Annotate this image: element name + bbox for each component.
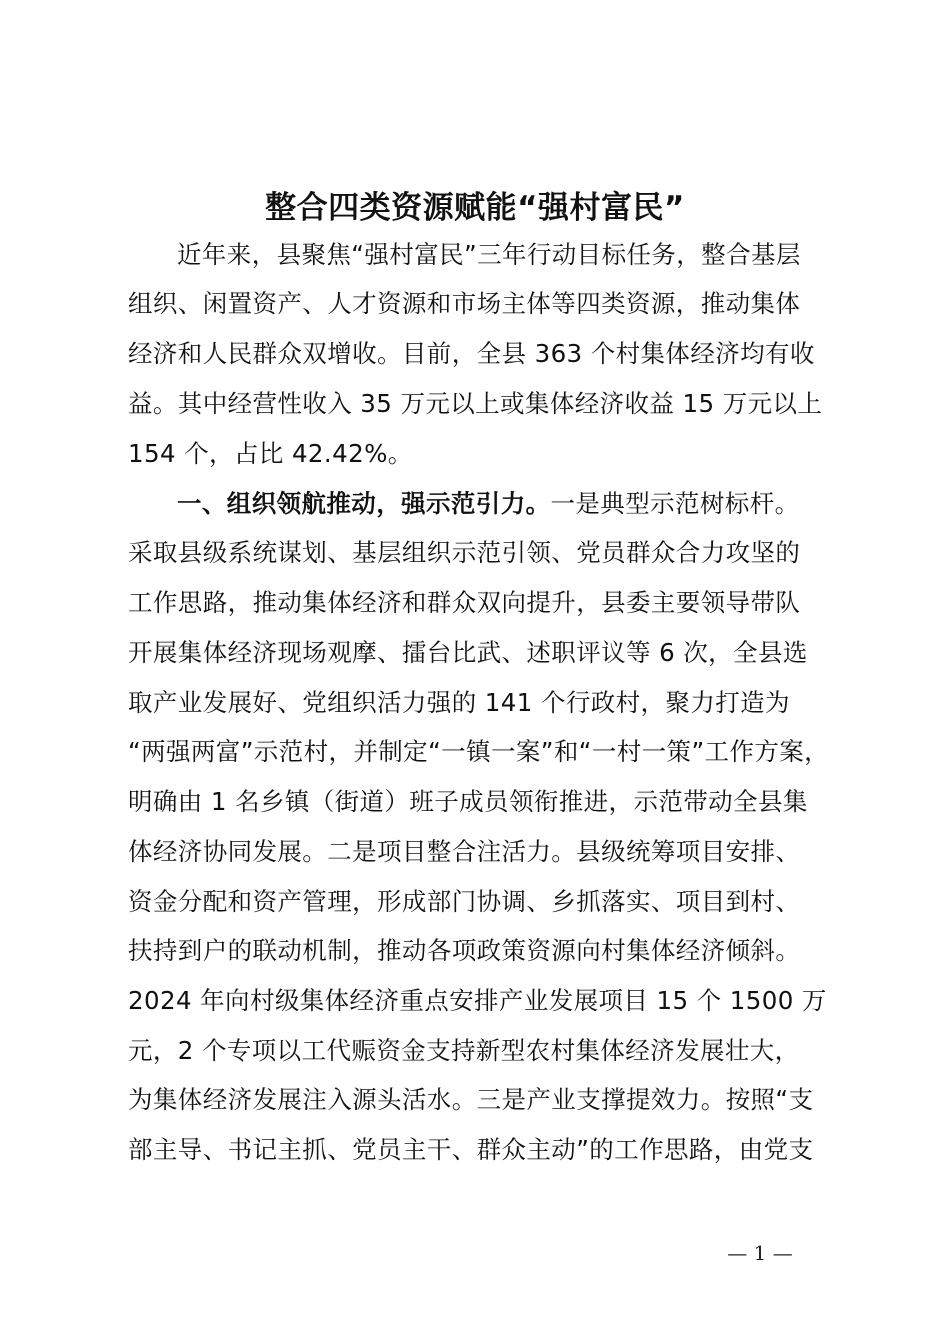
intro-line-1: 近年来，县聚焦“强村富民”三年行动目标任务，整合基层 — [177, 240, 801, 269]
section1-line-9: 扶持到户的联动机制，推动各项政策资源向村集体经济倾斜。 — [128, 936, 801, 965]
section1-line-10: 2024 年向村级集体经济重点安排产业发展项目 15 个 1500 万 — [128, 986, 827, 1015]
section1-line-4: 取产业发展好、党组织活力强的 141 个行政村，聚力打造为 — [128, 688, 790, 717]
intro-line-2: 组织、闲置资产、人才资源和市场主体等四类资源，推动集体 — [128, 289, 801, 318]
intro-line-4: 益。其中经营性收入 35 万元以上或集体经济收益 15 万元以上 — [128, 389, 823, 418]
section1-line-8: 资金分配和资产管理，形成部门协调、乡抓落实、项目到村、 — [128, 887, 801, 916]
document-title: 整合四类资源赋能“强村富民” — [265, 190, 685, 226]
intro-line-3: 经济和人民群众双增收。目前，全县 363 个村集体经济均有收 — [128, 339, 815, 368]
section1-line-7: 体经济协同发展。二是项目整合注活力。县级统筹项目安排、 — [128, 837, 801, 866]
section1-heading: 一、组织领航推动，强示范引力。 — [177, 489, 551, 518]
section1-line-3: 开展集体经济现场观摩、擂台比武、述职评议等 6 次，全县选 — [128, 638, 808, 667]
section1-line-11: 元，2 个专项以工代赈资金支持新型农村集体经济发展壮大， — [128, 1036, 800, 1065]
section1-line-2: 工作思路，推动集体经济和群众双向提升，县委主要领导带队 — [128, 588, 801, 617]
intro-line-5: 154 个，占比 42.42%。 — [128, 439, 413, 468]
section1-line-6: 明确由 1 名乡镇（街道）班子成员领衔推进，示范带动全县集 — [128, 787, 808, 816]
section1-first-line — [177, 479, 848, 528]
page-number: — 1 — — [727, 1241, 793, 1265]
section1-first-line-rest: 一是典型示范树标杆。 — [550, 489, 800, 518]
section1-line-13: 部主导、书记主抓、党员主干、群众主动”的工作思路，由党支 — [128, 1135, 814, 1164]
section1-line-5: “两强两富”示范村，并制定“一镇一案”和“一村一策”工作方案， — [128, 737, 830, 766]
section1-line-12: 为集体经济发展注入源头活水。三是产业支撑提效力。按照“支 — [128, 1085, 814, 1114]
section1-line-1: 采取县级系统谋划、基层组织示范引领、党员群众合力攻坚的 — [128, 538, 801, 567]
